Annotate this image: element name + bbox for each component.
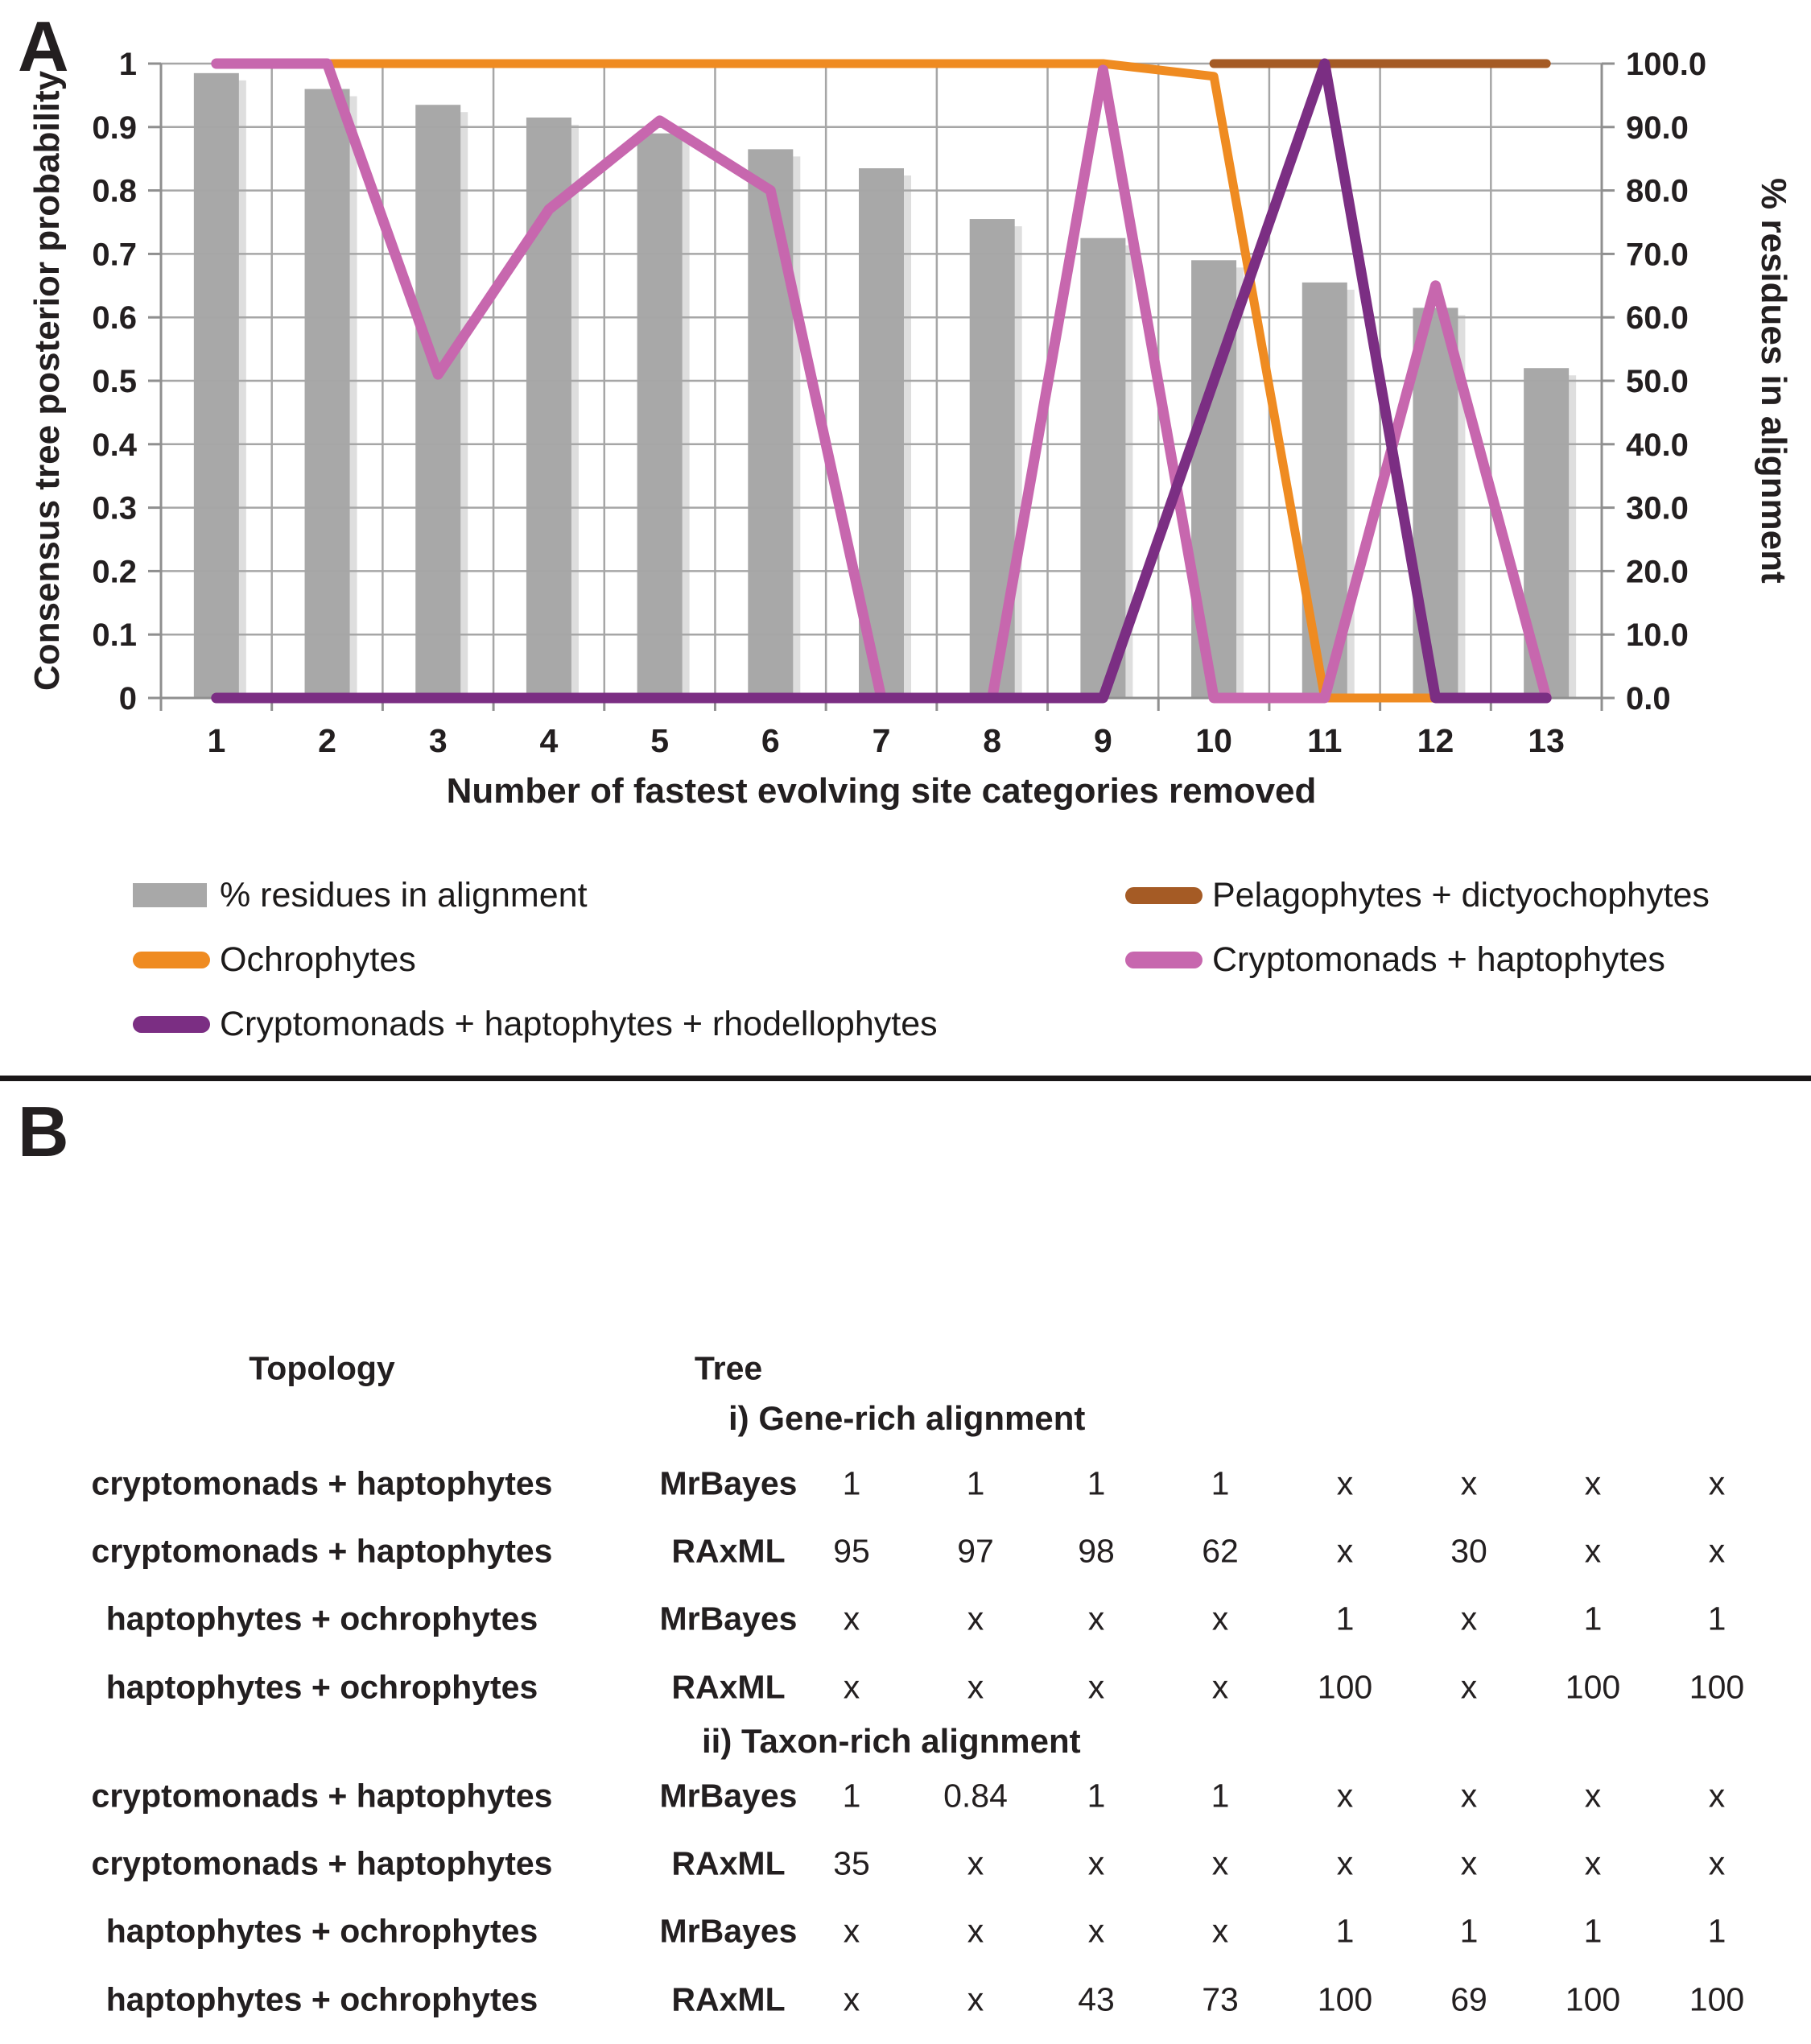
value-cell: 97	[957, 1532, 994, 1570]
value-cell: x	[967, 1600, 984, 1637]
residues-bar	[194, 73, 239, 698]
legend-item	[1125, 873, 1811, 918]
value-cell: 1	[1707, 1912, 1726, 1950]
legend-label: % residues in alignment	[220, 876, 588, 915]
tree-cell: MrBayes	[659, 1600, 798, 1637]
value-cell: x	[1708, 1777, 1726, 1815]
value-cell: 30	[1450, 1532, 1487, 1570]
left-axis-tick-label: 0.5	[92, 364, 137, 399]
value-cell: 100	[1689, 1668, 1745, 1706]
left-axis-tick-label: 0.2	[92, 554, 137, 590]
value-cell: 62	[1202, 1532, 1239, 1570]
value-cell: 98	[1078, 1532, 1115, 1570]
legend-item	[1125, 937, 1811, 982]
value-cell: x	[1584, 1464, 1602, 1502]
right-axis-title: % residues in alignment	[1754, 178, 1793, 584]
left-axis-tick-label: 0.9	[92, 109, 137, 146]
right-axis-tick-label: 70.0	[1626, 237, 1689, 273]
x-axis-category-label: 10	[1195, 722, 1232, 759]
value-cell: 1	[842, 1777, 861, 1815]
right-axis-tick-label: 100.0	[1626, 47, 1707, 82]
value-cell: 100	[1317, 1980, 1373, 2018]
x-axis-category-label: 12	[1417, 722, 1454, 759]
right-axis-tick-label: 50.0	[1626, 364, 1689, 399]
residues-bar	[415, 105, 460, 698]
value-cell: x	[843, 1600, 860, 1637]
residues-bar	[1413, 308, 1458, 698]
value-cell: 1	[1335, 1600, 1355, 1637]
value-cell: 73	[1202, 1980, 1239, 2018]
left-axis-title: Consensus tree posterior probability	[27, 70, 67, 692]
value-cell: 1	[1087, 1777, 1106, 1815]
value-cell: x	[967, 1668, 984, 1706]
left-axis-tick-label: 0.1	[92, 617, 137, 654]
panel-b-label: B	[18, 1092, 69, 1171]
topology-cell: haptophytes + ochrophytes	[105, 1668, 538, 1706]
value-cell: x	[1336, 1844, 1354, 1882]
value-cell: x	[1336, 1464, 1354, 1502]
right-axis-tick-label: 10.0	[1626, 617, 1689, 654]
x-axis-category-label: 6	[761, 722, 780, 759]
residues-bar	[637, 134, 683, 698]
x-axis-category-label: 4	[539, 722, 559, 759]
left-axis-tick-label: 1	[118, 47, 137, 82]
right-axis-tick-label: 0.0	[1626, 681, 1671, 716]
value-cell: x	[1336, 1532, 1354, 1570]
tree-cell: RAxML	[671, 1844, 786, 1882]
value-cell: x	[1708, 1844, 1726, 1882]
value-cell: x	[1460, 1464, 1478, 1502]
value-cell: x	[843, 1668, 860, 1706]
value-cell: x	[1211, 1668, 1229, 1706]
cryptomonads-haptophytes-swatch	[1125, 952, 1203, 968]
value-cell: 1	[1583, 1912, 1603, 1950]
value-cell: x	[1460, 1777, 1478, 1815]
left-axis-tick-label: 0	[118, 681, 137, 716]
topology-cell: cryptomonads + haptophytes	[91, 1777, 553, 1815]
tree-column-header: Tree	[694, 1349, 763, 1387]
value-cell: 1	[1459, 1912, 1479, 1950]
value-cell: x	[1708, 1532, 1726, 1570]
value-cell: x	[1087, 1912, 1105, 1950]
panel-a-label: A	[18, 6, 69, 86]
topology-cell: haptophytes + ochrophytes	[105, 1980, 538, 2018]
value-cell: 95	[833, 1532, 870, 1570]
topology-cell: cryptomonads + haptophytes	[91, 1844, 553, 1882]
value-cell: 100	[1565, 1980, 1621, 2018]
value-cell: x	[1336, 1777, 1354, 1815]
value-cell: 1	[1211, 1777, 1230, 1815]
value-cell: 43	[1078, 1980, 1115, 2018]
legend-label: Ochrophytes	[220, 940, 416, 979]
value-cell: 100	[1565, 1668, 1621, 1706]
value-cell: x	[843, 1980, 860, 2018]
x-axis-category-label: 8	[983, 722, 1002, 759]
value-cell: 1	[1583, 1600, 1603, 1637]
value-cell: x	[1708, 1464, 1726, 1502]
tree-cell: MrBayes	[659, 1912, 798, 1950]
left-axis-tick-label: 0.6	[92, 300, 137, 337]
residues-bar	[748, 149, 793, 698]
x-axis-category-label: 2	[318, 722, 336, 759]
section-label-i-gene-rich-alignment: i) Gene-rich alignment	[728, 1399, 1086, 1437]
value-cell: x	[1211, 1600, 1229, 1637]
value-cell: 100	[1689, 1980, 1745, 2018]
value-cell: x	[1460, 1600, 1478, 1637]
x-axis-category-label: 5	[650, 722, 670, 759]
cryptomonads-haptophytes-rhodellophytes-swatch	[133, 1016, 210, 1033]
legend-item	[133, 937, 986, 982]
left-axis-tick-label: 0.8	[92, 173, 137, 209]
legend-item	[133, 873, 986, 918]
value-cell: x	[967, 1912, 984, 1950]
right-axis-tick-label: 60.0	[1626, 300, 1689, 337]
posterior-probability-chart	[0, 0, 1811, 829]
value-cell: x	[1211, 1912, 1229, 1950]
x-axis-category-label: 9	[1093, 722, 1112, 759]
residues-bar	[305, 89, 350, 698]
value-cell: x	[967, 1844, 984, 1882]
x-axis-title: Number of fastest evolving site categories removed	[446, 771, 1317, 811]
value-cell: 1	[1335, 1912, 1355, 1950]
value-cell: x	[1584, 1532, 1602, 1570]
legend-label: Cryptomonads + haptophytes + rhodellophytes	[220, 1005, 938, 1043]
ochrophytes-swatch	[133, 952, 210, 968]
value-cell: x	[843, 1912, 860, 1950]
value-cell: 1	[966, 1464, 985, 1502]
value-cell: 100	[1317, 1668, 1373, 1706]
right-axis-tick-label: 20.0	[1626, 554, 1689, 590]
tree-cell: MrBayes	[659, 1464, 798, 1502]
value-cell: x	[1211, 1844, 1229, 1882]
section-label-ii-taxon-rich-alignment: ii) Taxon-rich alignment	[702, 1722, 1081, 1760]
value-cell: 1	[1211, 1464, 1230, 1502]
residues-in-alignment-swatch	[133, 883, 207, 907]
topology-cell: haptophytes + ochrophytes	[105, 1912, 538, 1950]
x-axis-category-label: 1	[207, 722, 226, 759]
right-axis-tick-label: 30.0	[1626, 490, 1689, 526]
residues-bar	[1080, 238, 1125, 698]
value-cell: 0.84	[943, 1777, 1008, 1815]
right-axis-tick-label: 90.0	[1626, 109, 1689, 146]
tree-cell: RAxML	[671, 1668, 786, 1706]
right-axis-tick-label: 40.0	[1626, 427, 1689, 463]
x-axis-category-label: 13	[1528, 722, 1565, 759]
panel-divider	[0, 1076, 1811, 1081]
value-cell: 1	[842, 1464, 861, 1502]
value-cell: 35	[833, 1844, 870, 1882]
value-cell: 1	[1087, 1464, 1106, 1502]
topology-cell: haptophytes + ochrophytes	[105, 1600, 538, 1637]
value-cell: x	[1460, 1668, 1478, 1706]
value-cell: x	[1087, 1668, 1105, 1706]
legend-item	[133, 1001, 986, 1047]
right-axis-tick-label: 80.0	[1626, 173, 1689, 209]
tree-cell: RAxML	[671, 1532, 786, 1570]
left-axis-tick-label: 0.7	[92, 237, 137, 273]
value-cell: x	[1584, 1844, 1602, 1882]
value-cell: x	[1087, 1600, 1105, 1637]
tree-cell: RAxML	[671, 1980, 786, 2018]
left-axis-tick-label: 0.4	[92, 427, 137, 463]
legend-label: Cryptomonads + haptophytes	[1212, 940, 1665, 979]
tree-cell: MrBayes	[659, 1777, 798, 1815]
x-axis-category-label: 3	[428, 722, 448, 759]
x-axis-category-label: 7	[872, 722, 891, 759]
value-cell: 1	[1707, 1600, 1726, 1637]
left-axis-tick-label: 0.3	[92, 490, 137, 526]
value-cell: x	[1460, 1844, 1478, 1882]
x-axis-category-label: 11	[1307, 722, 1343, 759]
value-cell: 69	[1450, 1980, 1487, 2018]
topology-column-header: Topology	[249, 1349, 395, 1387]
value-cell: x	[967, 1980, 984, 2018]
topology-cell: cryptomonads + haptophytes	[91, 1464, 553, 1502]
pelagophytes-dictyochophytes-swatch	[1125, 887, 1203, 904]
topology-cell: cryptomonads + haptophytes	[91, 1532, 553, 1570]
value-cell: x	[1087, 1844, 1105, 1882]
legend-label: Pelagophytes + dictyochophytes	[1212, 876, 1710, 915]
value-cell: x	[1584, 1777, 1602, 1815]
